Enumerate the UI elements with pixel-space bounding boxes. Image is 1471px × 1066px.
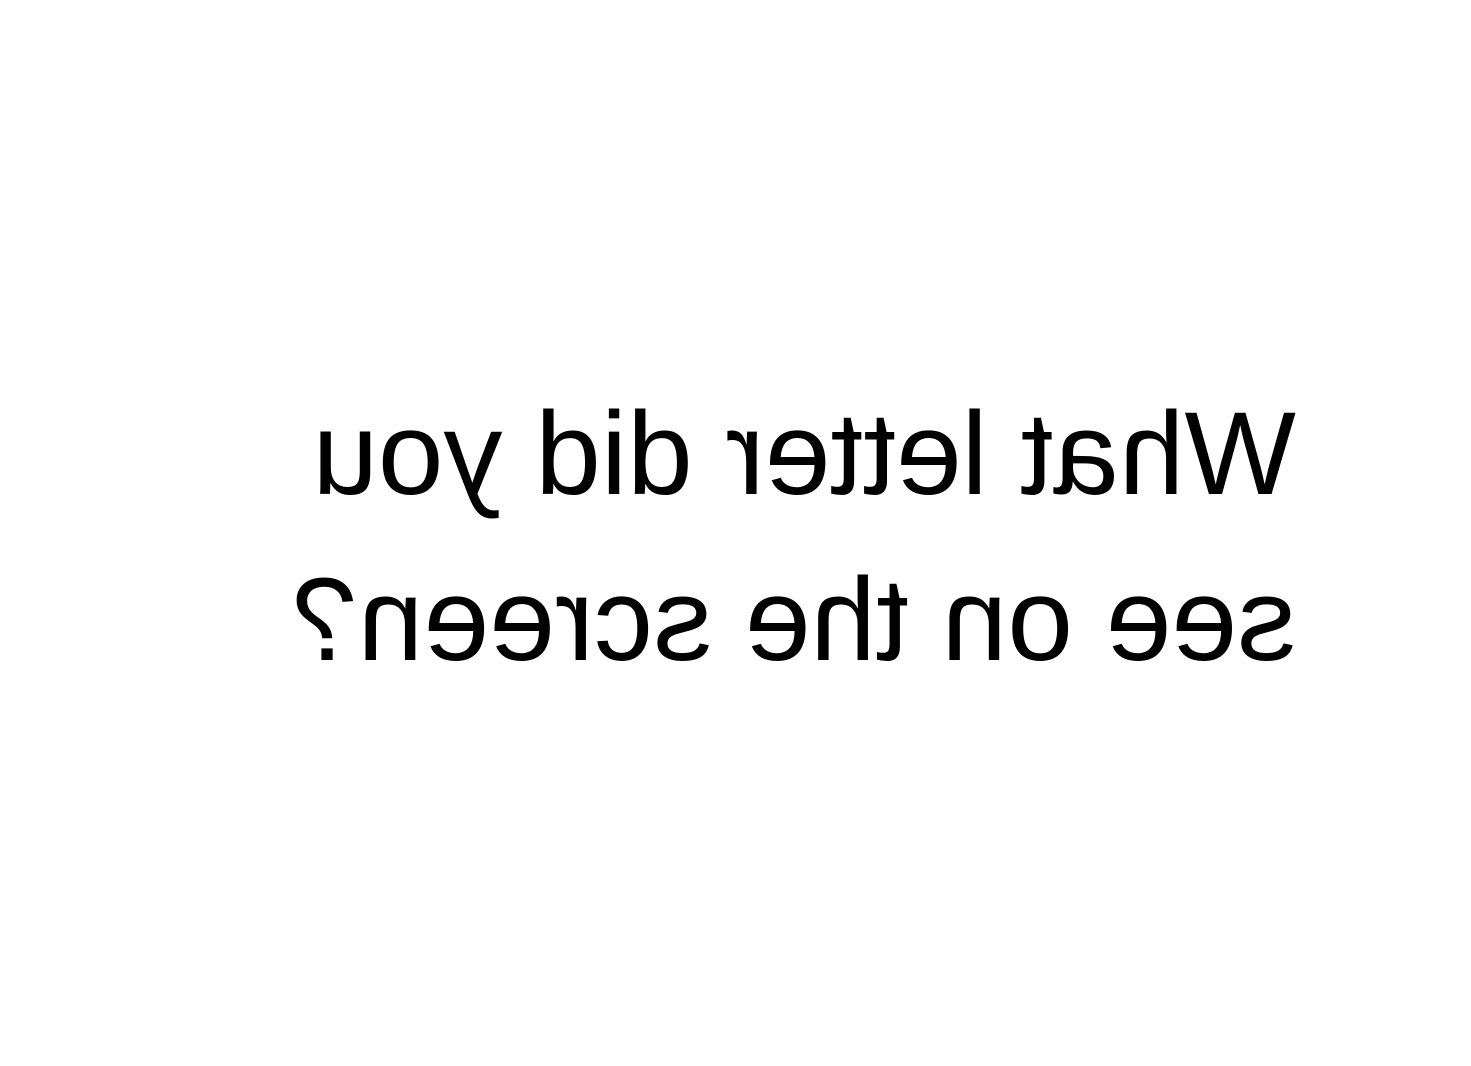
question-line-1: What letter did you xyxy=(312,388,1296,520)
question-line-2: see on the screen? xyxy=(292,554,1296,686)
